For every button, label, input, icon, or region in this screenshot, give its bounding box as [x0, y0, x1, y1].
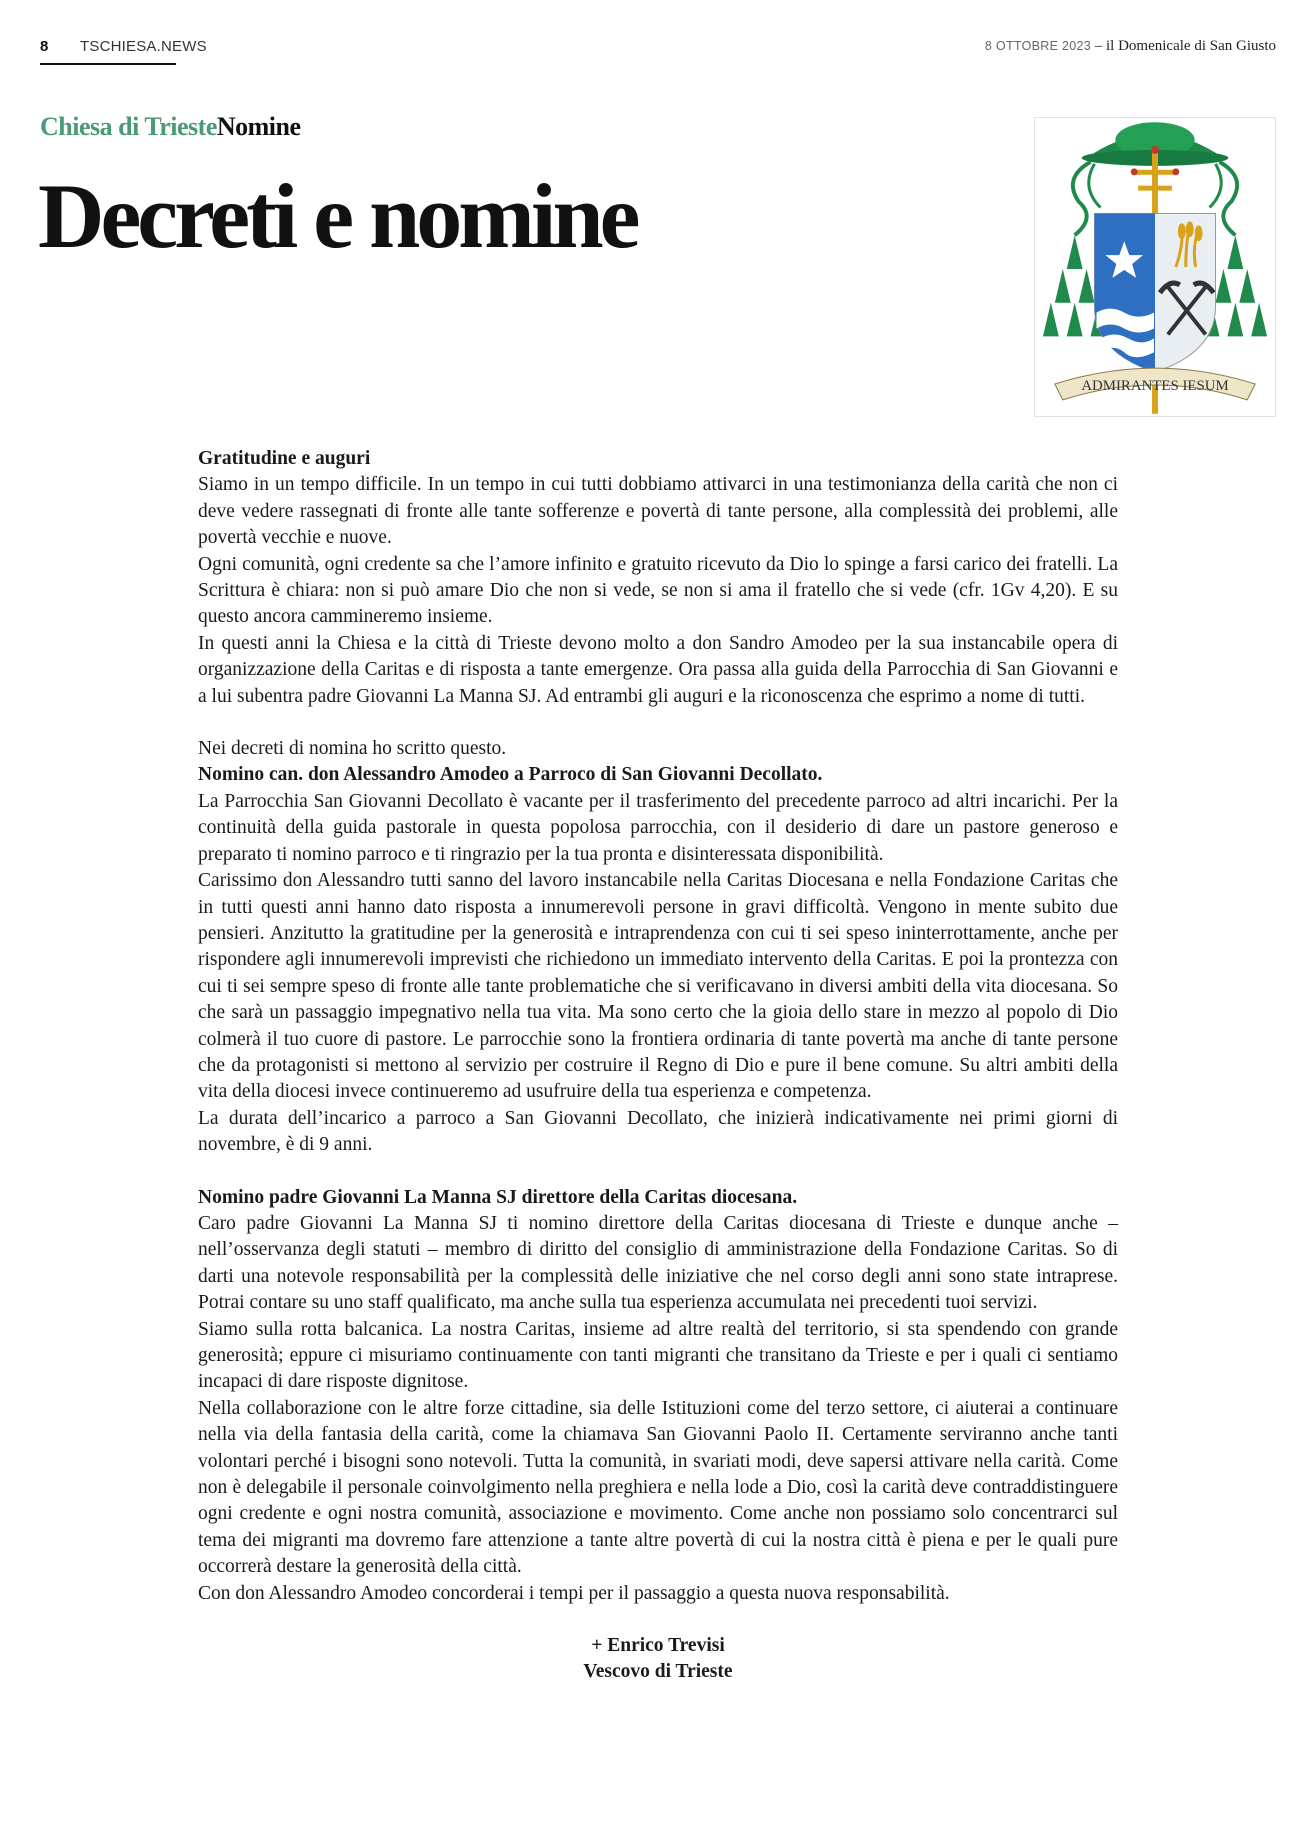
- paragraph: Caro padre Giovanni La Manna SJ ti nomino direttore della Caritas diocesana di Trieste e dunque anche – nell’osservanza degli statuti – membro di diritto del consiglio di amministrazione della Fondazione Caritas. So di darti una notevole responsabilità per la complessità delle iniziative che nel corso degli anni sono state intraprese. Potrai contare su uno staff qualificato, ma anche sulla tua esperienza accumulata nei precedenti tuoi servizi.: [198, 1212, 1118, 1314]
- signature-name: + Enrico Trevisi: [591, 1635, 725, 1657]
- crest-motto: ADMIRANTES IESUM: [1081, 377, 1229, 394]
- paragraph: Ogni comunità, ogni credente sa che l’amore infinito e gratuito ricevuto da Dio lo spinge a farsi carico dei fratelli. La Scrittura è chiara: non si può amare Dio che non si vede, se non si ama il fratello che si vede (cfr. 1Gv 4,20). E su questo ancora cammineremo insieme.: [198, 553, 1118, 628]
- issue-date: 8 OTTOBRE 2023: [984, 39, 1092, 53]
- subheading-lamanna-appointment: Nomino padre Giovanni La Manna SJ direttore della Caritas diocesana.: [198, 1186, 798, 1208]
- page-title: Decreti e nomine: [38, 165, 637, 267]
- section-label: [40, 112, 301, 142]
- article-body: [198, 446, 1118, 1686]
- publication-name: il Domenicale di San Giusto: [1106, 38, 1276, 54]
- header-rule: [40, 63, 176, 65]
- signature-title: Vescovo di Trieste: [583, 1661, 733, 1683]
- paragraph: Siamo sulla rotta balcanica. La nostra Caritas, insieme ad altre realtà del territorio, si sta spendendo con grande generosità; eppure ci misuriamo continuamente con tanti migranti che transitano da Trieste e per i quali ci sentiamo incapaci di dare risposte dignitose.: [198, 1318, 1118, 1393]
- paragraph: La Parrocchia San Giovanni Decollato è vacante per il trasferimento del precedente parroco ad altri incarichi. Per la continuità della guida pastorale in questa popolosa parrocchia, con il desiderio di dare un pastore generoso e preparato ti nomino parroco e ti ringrazio per la tua pronta e disinteressata disponibilità.: [198, 790, 1118, 865]
- page-header: [40, 36, 1276, 60]
- coat-of-arms-graphic: [1035, 118, 1275, 416]
- subheading-gratitude: Gratitudine e auguri: [198, 448, 371, 469]
- paragraph: Siamo in un tempo difficile. In un tempo in cui tutti dobbiamo attivarci in una testimonianza della carità che non ci deve vedere rassegnati di fronte alle tante sofferenze e povertà di tante persone, alla complessità dei problemi, alle povertà vecchie e nuove.: [198, 474, 1118, 549]
- issue-separator: –: [1091, 38, 1107, 54]
- issue-info: [985, 38, 1276, 55]
- subheading-amodeo-appointment: Nomino can. don Alessandro Amodeo a Parroco di San Giovanni Decollato.: [198, 764, 823, 786]
- paragraph: In questi anni la Chiesa e la città di Trieste devono molto a don Sandro Amodeo per la sua instancabile opera di organizzazione della Caritas e di risposta a tante emergenze. Ora passa alla guida della Parrocchia di San Giovanni e a lui subentra padre Giovanni La Manna SJ. Ad entrambi gli auguri e la riconoscenza che esprimo a nome di tutti.: [198, 632, 1118, 707]
- page-number: 8: [40, 38, 49, 55]
- paragraph: La durata dell’incarico a parroco a San Giovanni Decollato, che inizierà indicativamente nei primi giorni di novembre, è di 9 anni.: [198, 1107, 1118, 1156]
- decree-intro: Nei decreti di nomina ho scritto questo.: [198, 738, 507, 760]
- site-name[interactable]: TSCHIESA.NEWS: [80, 38, 207, 55]
- paragraph: Con don Alessandro Amodeo concorderai i tempi per il passaggio a questa nuova responsabilità.: [198, 1582, 950, 1604]
- paragraph: Carissimo don Alessandro tutti sanno del lavoro instancabile nella Caritas Diocesana e nella Fondazione Caritas che in tutti questi anni hanno dato risposta a innumerevoli persone in gravi difficoltà. Vengono in mente subito due pensieri. Anzitutto la gratitudine per la generosità e intraprendenza con cui ti sei speso ininterrottamente, anche per rispondere agli innumerevoli imprevisti che richiedono un immediato intervento della Caritas. E poi la prontezza con cui ti sei sempre speso di fronte alle tante problematiche che si verificavano in diversi ambiti della vita diocesana. So che sarà un passaggio impegnativo nella tua vita. Ma sono certo che la gioia dello stare in mezzo al popolo di Dio colmerà il tuo cuore di pastore. Le parrocchie sono la frontiera ordinaria di tante povertà ma anche di tante persone che da protagonisti si mettono al servizio per costruire il Regno di Dio e pure il bene comune. Su altri ambiti della vita della diocesi invece continueremo ad usufruire della tua esperienza e competenza.: [198, 870, 1118, 1103]
- section-category[interactable]: Chiesa di Trieste: [40, 112, 217, 141]
- coat-of-arms: [1034, 117, 1276, 417]
- section-subcategory[interactable]: Nomine: [216, 112, 301, 141]
- paragraph: Nella collaborazione con le altre forze cittadine, sia delle Istituzioni come del terzo settore, ci aiuterai a continuare nella via della fantasia della carità, come la chiamava San Giovanni Paolo II. Certamente serviranno anche tanti volontari perché i bisogni sono notevoli. Tutta la comunità, in svariati modi, deve sapersi attivare nella carità. Come non è delegabile il personale coinvolgimento nella preghiera e nella lode a Dio, così la carità deve contraddistinguere ogni credente e ogni nostra comunità, associazione e movimento. Come anche non possiamo solo concentrarci sul tema dei migranti ma dovremo fare attenzione a tante altre povertà di cui la nostra città è piena e per le quali pure occorrerà destare la generosità della città.: [198, 1397, 1118, 1578]
- signature: [198, 1633, 1118, 1686]
